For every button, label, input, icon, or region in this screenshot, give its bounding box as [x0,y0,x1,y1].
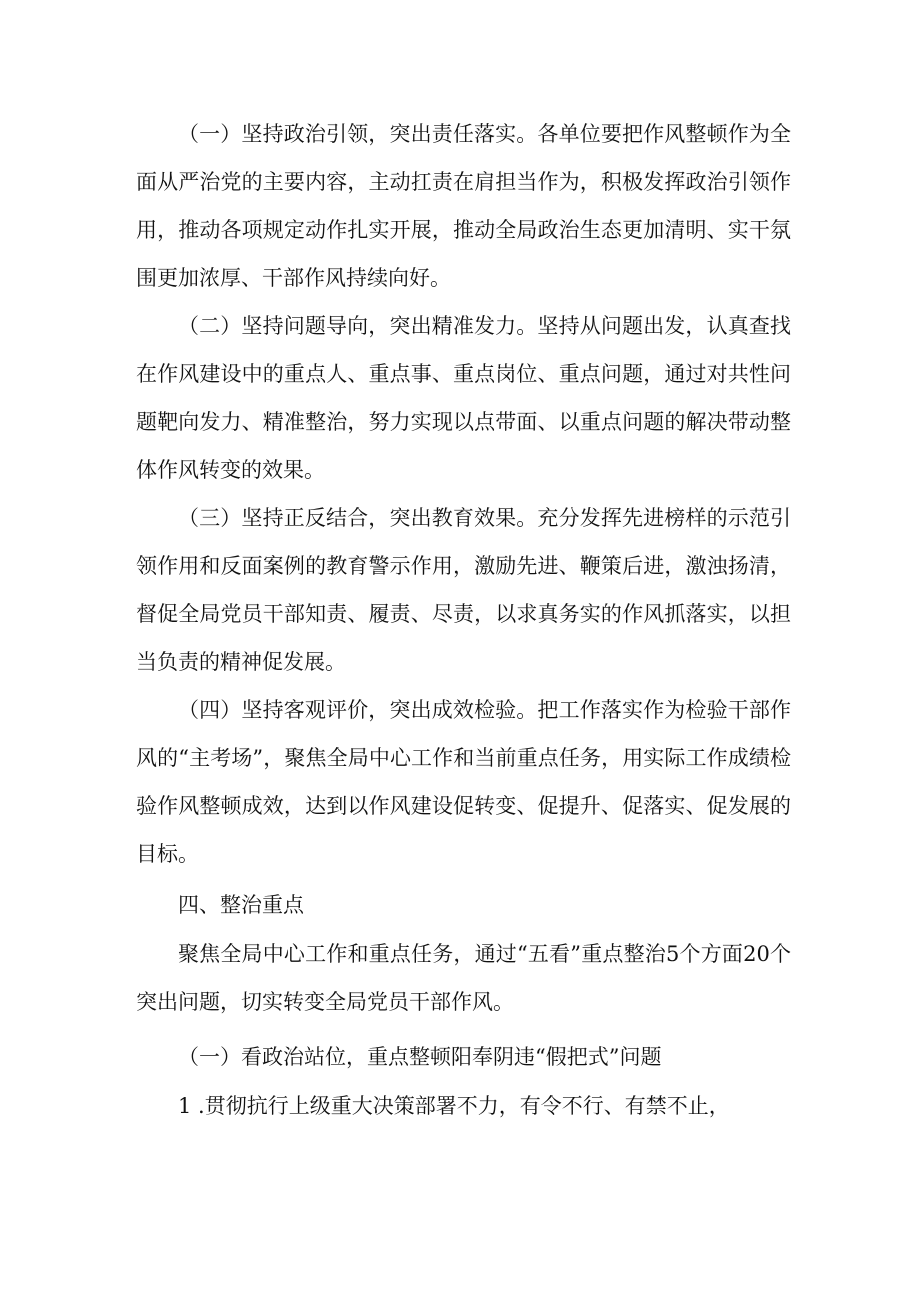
paragraph-2: （二）坚持问题导向，突出精准发力。坚持从问题出发，认真查找在作风建设中的重点人、重点事、重点岗位、重点问题，通过对共性问题靶向发力、精准整治，努力实现以点带面、以重点问题的解决带动整体作风转变的效果。 [136,314,791,482]
section-heading: 四、整治重点 [178,893,304,917]
list-item-1: 1 .贯彻抗行上级重大决策部署不力，有令不行、有禁不止， [178,1094,730,1118]
subheading: （一）看政治站位，重点整顿阳奉阴违“假把式”问题 [178,1045,662,1069]
paragraph-1: （一）坚持政治引领，突出责任落实。各单位要把作风整顿作为全面从严治党的主要内容，主动扛责在肩担当作为，积极发挥政治引领作用，推动各项规定动作扎实开展，推动全局政治生态更加清明、实干氛围更加浓厚、干部作风持续向好。 [136,122,791,290]
paragraph-3: （三）坚持正反结合，突出教育效果。充分发挥先进榜样的示范引领作用和反面案例的教育警示作用，激励先进、鞭策后进，激浊扬清，督促全局党员干部知责、履责、尽责，以求真务实的作风抓落实，以担当负责的精神促发展。 [136,506,791,674]
paragraph-4: （四）坚持客观评价，突出成效检验。把工作落实作为检验干部作风的“主考场”，聚焦全局中心工作和当前重点任务，用实际工作成绩检验作风整顿成效，达到以作风建设促转变、促提升、促落实、促发展的目标。 [136,698,791,866]
section-intro: 聚焦全局中心工作和重点任务，通过“五看”重点整治5个方面20个突出问题，切实转变全局党员干部作风。 [136,942,791,1014]
